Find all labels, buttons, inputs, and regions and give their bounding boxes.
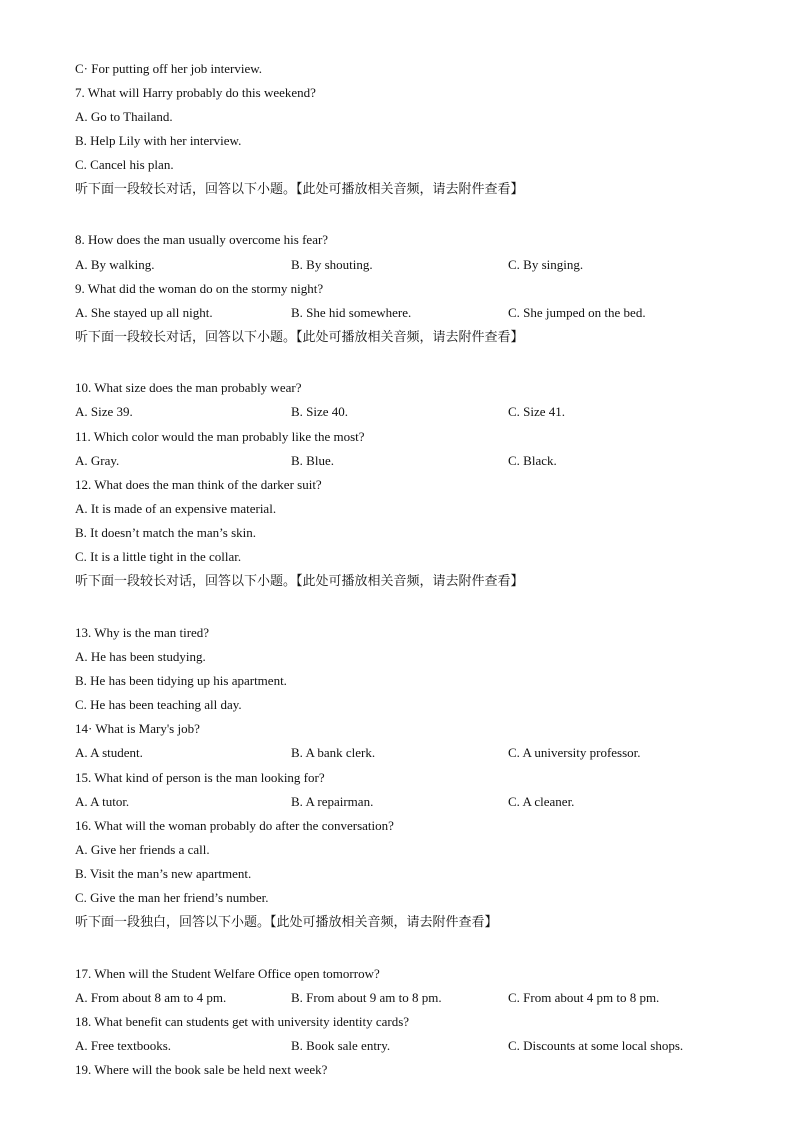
question-11: 11. Which color would the man probably like the most? xyxy=(75,429,365,444)
q18-option-a: A. Free textbooks. xyxy=(75,1038,172,1053)
q11-option-b: B. Blue. xyxy=(291,453,334,468)
q15-option-a: A. A tutor. xyxy=(75,794,130,809)
section-instruction-1: 听下面一段较长对话，回答以下小题。【此处可播放相关音频，请去附件查看】 xyxy=(75,182,524,197)
question-19: 19. Where will the book sale be held next week? xyxy=(75,1062,328,1077)
q7-option-c: C. Cancel his plan. xyxy=(75,157,174,172)
q13-option-b: B. He has been tidying up his apartment. xyxy=(75,673,287,688)
question-9: 9. What did the woman do on the stormy night? xyxy=(75,281,324,296)
q12-option-c: C. It is a little tight in the collar. xyxy=(75,549,242,564)
q7-option-b: B. Help Lily with her interview. xyxy=(75,133,242,148)
section-instruction-2: 听下面一段较长对话，回答以下小题。【此处可播放相关音频，请去附件查看】 xyxy=(75,330,524,345)
q8-option-c: C. By singing. xyxy=(508,257,584,272)
question-8: 8. How does the man usually overcome his fear? xyxy=(75,232,329,247)
question-7: 7. What will Harry probably do this weekend? xyxy=(75,85,316,100)
q17-option-b: B. From about 9 am to 8 pm. xyxy=(291,990,442,1005)
q13-option-a: A. He has been studying. xyxy=(75,649,206,664)
q7-option-a: A. Go to Thailand. xyxy=(75,109,173,124)
q14-option-c: C. A university professor. xyxy=(508,745,641,760)
q16-option-c: C. Give the man her friend’s number. xyxy=(75,890,269,905)
q11-option-c: C. Black. xyxy=(508,453,557,468)
question-15: 15. What kind of person is the man looking for? xyxy=(75,770,325,785)
q18-option-c: C. Discounts at some local shops. xyxy=(508,1038,684,1053)
q15-option-c: C. A cleaner. xyxy=(508,794,575,809)
q9-option-a: A. She stayed up all night. xyxy=(75,305,213,320)
q12-option-b: B. It doesn’t match the man’s skin. xyxy=(75,525,257,540)
question-10: 10. What size does the man probably wear? xyxy=(75,380,302,395)
question-16: 16. What will the woman probably do after the conversation? xyxy=(75,818,394,833)
question-13: 13. Why is the man tired? xyxy=(75,625,210,640)
q10-option-a: A. Size 39. xyxy=(75,404,133,419)
q8-option-a: A. By walking. xyxy=(75,257,155,272)
question-18: 18. What benefit can students get with university identity cards? xyxy=(75,1014,410,1029)
q11-option-a: A. Gray. xyxy=(75,453,120,468)
q10-option-c: C. Size 41. xyxy=(508,404,566,419)
q17-option-c: C. From about 4 pm to 8 pm. xyxy=(508,990,660,1005)
question-14: 14· What is Mary's job? xyxy=(75,721,200,736)
q13-option-c: C. He has been teaching all day. xyxy=(75,697,242,712)
section-instruction-4: 听下面一段独白，回答以下小题。【此处可播放相关音频，请去附件查看】 xyxy=(75,915,498,930)
question-17: 17. When will the Student Welfare Office open tomorrow? xyxy=(75,966,380,981)
q12-option-a: A. It is made of an expensive material. xyxy=(75,501,277,516)
q16-option-b: B. Visit the man’s new apartment. xyxy=(75,866,252,881)
q14-option-a: A. A student. xyxy=(75,745,143,760)
q16-option-a: A. Give her friends a call. xyxy=(75,842,210,857)
q18-option-b: B. Book sale entry. xyxy=(291,1038,391,1053)
q6-option-c: C· For putting off her job interview. xyxy=(75,61,263,76)
question-12: 12. What does the man think of the darker suit? xyxy=(75,477,322,492)
q10-option-b: B. Size 40. xyxy=(291,404,349,419)
q8-option-b: B. By shouting. xyxy=(291,257,373,272)
q9-option-b: B. She hid somewhere. xyxy=(291,305,412,320)
q17-option-a: A. From about 8 am to 4 pm. xyxy=(75,990,227,1005)
q9-option-c: C. She jumped on the bed. xyxy=(508,305,646,320)
section-instruction-3: 听下面一段较长对话，回答以下小题。【此处可播放相关音频，请去附件查看】 xyxy=(75,574,524,589)
q15-option-b: B. A repairman. xyxy=(291,794,374,809)
q14-option-b: B. A bank clerk. xyxy=(291,745,376,760)
